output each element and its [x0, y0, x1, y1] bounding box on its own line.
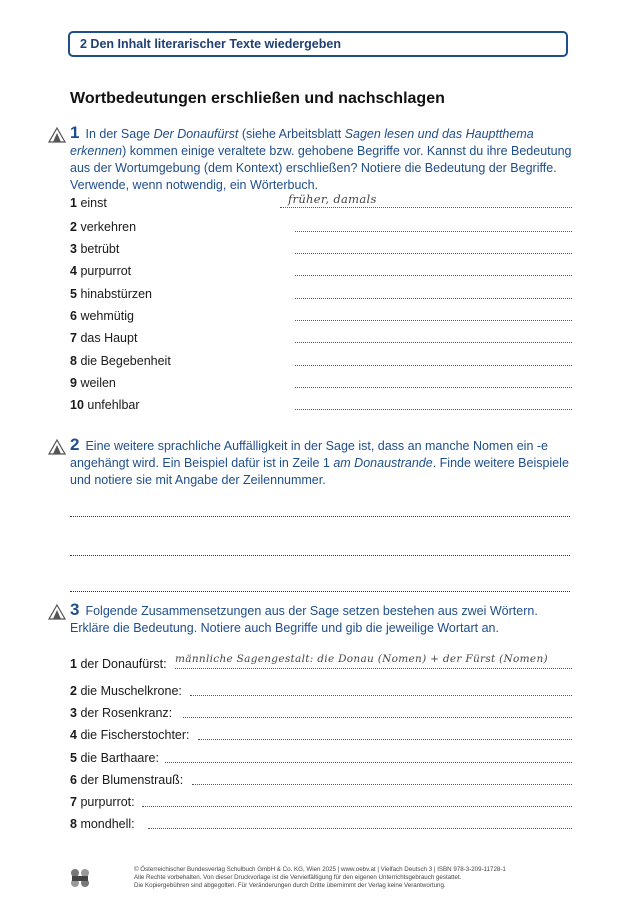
word-number: 1	[70, 196, 77, 210]
word-number: 8	[70, 354, 77, 368]
word-row	[70, 287, 572, 305]
answer-line[interactable]	[198, 739, 572, 740]
word-row	[70, 192, 572, 214]
word-number: 4	[70, 264, 77, 278]
answer-line[interactable]	[295, 342, 572, 343]
word-term: hinabstürzen	[80, 287, 153, 301]
footer-copyright	[134, 866, 506, 890]
answer-line[interactable]	[70, 516, 570, 517]
task-1	[48, 124, 578, 194]
word-row	[70, 264, 572, 282]
compound-term: die Muschelkrone:	[80, 684, 182, 698]
word-number: 3	[70, 242, 77, 256]
oebv-logo-icon	[68, 866, 92, 890]
word-term: das Haupt	[80, 331, 138, 345]
answer-line[interactable]	[142, 806, 572, 807]
word-term: wehmütig	[80, 309, 134, 323]
page-title: Wortbedeutungen erschließen und nachschlagen	[70, 90, 445, 107]
compound-number: 7	[70, 795, 77, 809]
task-3	[48, 601, 578, 637]
answer-line[interactable]	[70, 555, 570, 556]
task-number: 2	[70, 435, 80, 454]
word-row	[70, 398, 572, 416]
compound-row	[70, 817, 572, 835]
task-text-italic: Sagen lesen und das Hauptthema erkennen	[70, 127, 534, 158]
compound-row	[70, 653, 572, 675]
answer-line[interactable]	[190, 695, 572, 696]
word-term: weilen	[80, 376, 116, 390]
compound-term: die Barthaare:	[80, 751, 159, 765]
word-term: betrübt	[80, 242, 120, 256]
word-row	[70, 376, 572, 394]
answer-line[interactable]	[295, 231, 572, 232]
answer-line[interactable]	[295, 365, 572, 366]
compound-number: 2	[70, 684, 77, 698]
compound-number: 5	[70, 751, 77, 765]
handwritten-answer: früher, damals	[288, 192, 377, 206]
compound-number: 4	[70, 728, 77, 742]
compound-row	[70, 773, 572, 791]
answer-line[interactable]	[280, 207, 572, 208]
compound-term: die Fischerstochter:	[80, 728, 190, 742]
chapter-header-label: 2 Den Inhalt literarischer Texte wiedergeben	[80, 37, 341, 51]
word-number: 7	[70, 331, 77, 345]
compound-term: der Blumenstrauß:	[80, 773, 184, 787]
compound-number: 1	[70, 657, 77, 671]
compound-number: 6	[70, 773, 77, 787]
task-text: Eine weitere sprachliche Auffälligkeit in der Sage ist, dass an manche Nomen ein -e angehängt wird. Ein Beispiel dafür ist in Zeile 1	[70, 439, 548, 470]
footer-line: © Österreichischer Bundesverlag Schulbuch GmbH & Co. KG, Wien 2025 | www.oebv.at | Vielfach Deutsch 3 | ISBN 978-3-209-11728-1	[134, 866, 506, 873]
task-text: . Finde weitere Beispiele und notiere sie mit Angabe der Zeilennummer.	[70, 456, 569, 487]
compound-term: der Rosenkranz:	[80, 706, 173, 720]
compound-term: mondhell:	[80, 817, 135, 831]
word-term: verkehren	[80, 220, 137, 234]
task-text: Folgende Zusammensetzungen aus der Sage setzen bestehen aus zwei Wörtern. Erkläre die Bedeutung. Notiere auch Begriffe und gib die jeweilige Wortart an.	[70, 604, 538, 635]
handwritten-answer: männliche Sagengestalt: die Donau (Nomen) + der Fürst (Nomen)	[175, 653, 548, 665]
compound-row	[70, 795, 572, 813]
answer-line[interactable]	[70, 591, 570, 592]
word-row	[70, 354, 572, 372]
task-text-italic: Der Donaufürst	[153, 127, 239, 141]
footer-line: Alle Rechte vorbehalten. Von dieser Druckvorlage ist die Vervielfältigung für den eigenen Unterrichtsgebrauch gestattet.	[134, 874, 462, 881]
difficulty-triangle-icon	[48, 604, 66, 620]
compound-row	[70, 728, 572, 746]
word-number: 10	[70, 398, 84, 412]
answer-line[interactable]	[192, 784, 572, 785]
answer-line[interactable]	[165, 762, 572, 763]
task-number: 3	[70, 600, 80, 619]
answer-line[interactable]	[295, 298, 572, 299]
answer-line[interactable]	[295, 320, 572, 321]
word-number: 6	[70, 309, 77, 323]
footer-line: Die Kopiergebühren sind abgegolten. Für Veränderungen durch Dritte übernimmt der Verlag keine Verantwortung.	[134, 882, 446, 889]
answer-line[interactable]	[295, 275, 572, 276]
chapter-header	[68, 31, 568, 57]
word-term: einst	[80, 196, 107, 210]
answer-line[interactable]	[295, 387, 572, 388]
answer-line[interactable]	[183, 717, 572, 718]
compound-term: der Donaufürst:	[80, 657, 167, 671]
word-term: die Begebenheit	[80, 354, 171, 368]
word-term: purpurrot	[80, 264, 132, 278]
word-term: unfehlbar	[87, 398, 140, 412]
answer-line[interactable]	[295, 253, 572, 254]
compound-term: purpurrot:	[80, 795, 135, 809]
task-text: In der Sage	[85, 127, 154, 141]
task-number: 1	[70, 123, 80, 142]
word-number: 5	[70, 287, 77, 301]
word-number: 9	[70, 376, 77, 390]
word-row	[70, 331, 572, 349]
answer-line[interactable]	[148, 828, 572, 829]
task-text: ) kommen einige veraltete bzw. gehobene Begriffe vor. Kannst du ihre Bedeutung aus der Wortumgebung (dem Kontext) erschließen? Notiere die Bedeutung der Begriffe. Verwende, wenn notwendig, ein Wörterbuch.	[70, 144, 572, 192]
compound-number: 8	[70, 817, 77, 831]
answer-line[interactable]	[175, 668, 572, 669]
compound-row	[70, 706, 572, 724]
compound-row	[70, 684, 572, 702]
compound-number: 3	[70, 706, 77, 720]
compound-row	[70, 751, 572, 769]
difficulty-triangle-icon	[48, 127, 66, 143]
task-2	[48, 436, 578, 489]
word-row	[70, 309, 572, 327]
task-text-italic: am Donaustrande	[333, 456, 433, 470]
word-row	[70, 242, 572, 260]
word-number: 2	[70, 220, 77, 234]
difficulty-triangle-icon	[48, 439, 66, 455]
answer-line[interactable]	[295, 409, 572, 410]
task-text: (siehe Arbeitsblatt	[238, 127, 345, 141]
word-row	[70, 220, 572, 238]
